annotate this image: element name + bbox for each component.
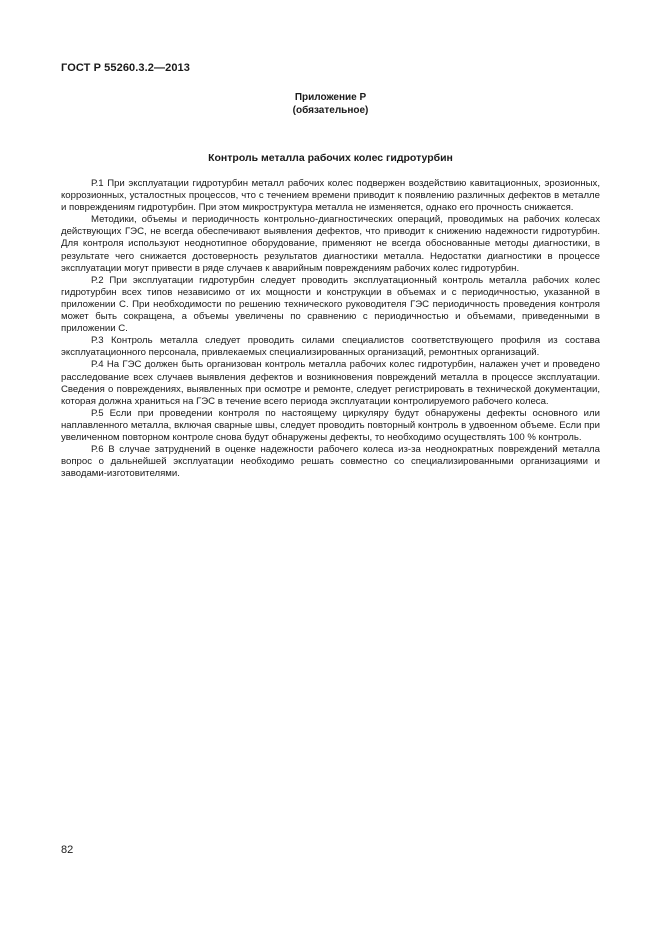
paragraph-p5: Р.5 Если при проведении контроля по настоящему циркуляру будут обнаружены дефекты основного или наплавленного металла, включая сварные швы, следует проводить повторный контроль в удвоенном объеме. Если при увеличенном повторном контроле снова будут обнаружены дефекты, то необходимо осуществлять 100 % контроль. — [61, 407, 600, 443]
paragraph-p4: Р.4 На ГЭС должен быть организован контроль металла рабочих колес гидротурбин, налажен учет и проведено расследование всех случаев выявления дефектов и возникновения повреждений металла в процессе эксплуатации. Сведения о повреждениях, выявленных при осмотре и ремонте, следует регистрировать в технической документации, которая должна храниться на ГЭС в течение всего периода эксплуатации контролируемого рабочего колеса. — [61, 359, 600, 407]
appendix-title: Приложение Р — [294, 92, 367, 103]
document-header: ГОСТ Р 55260.3.2—2013 — [61, 62, 190, 74]
page-number: 82 — [61, 844, 74, 856]
paragraph-p3: Р.3 Контроль металла следует проводить силами специалистов соответствующего профиля из состава эксплуатационного персонала, привлекаемых специализированных организаций, ремонтных организаций. — [61, 335, 600, 359]
body-text — [61, 178, 600, 480]
section-title: Контроль металла рабочих колес гидротурбин — [208, 152, 453, 164]
appendix-heading — [0, 91, 661, 117]
paragraph-p2: Р.2 При эксплуатации гидротурбин следует проводить эксплуатационный контроль металла рабочих колес гидротурбин всех типов независимо от их мощности и конструкции в объемах и с периодичностью, указанной в приложении С. При необходимости по решению технического руководителя ГЭС периодичность проведения контроля может быть сокращена, а объемы увеличены по сравнению с периодичностью и объемами, приведенными в приложении С. — [61, 274, 600, 335]
paragraph-methods: Методики, объемы и периодичность контрольно-диагностических операций, проводимых на рабочих колесах действующих ГЭС, не всегда обеспечивают выявления дефектов, что приводит к снижению надежности гидротурбин. Для контроля используют неоднотипное оборудование, применяют не всегда обоснованные методы диагностики, в результате чего снижается достоверность результатов диагностики металла. Недостатки диагностики в процессе эксплуатации могут привести в ряде случаев к аварийным повреждениям рабочих колес гидротурбин. — [61, 214, 600, 274]
appendix-status: (обязательное) — [292, 105, 369, 116]
paragraph-p6: Р.6 В случае затруднений в оценке надежности рабочего колеса из-за неоднократных повреждений металла вопрос о дальнейшей эксплуатации необходимо решать совместно со специализированными организациями и заводами-изготовителями. — [61, 444, 600, 480]
paragraph-p1: Р.1 При эксплуатации гидротурбин металл рабочих колес подвержен воздействию кавитационных, эрозионных, коррозионных, усталостных процессов, что с течением времени приводит к появлению различных дефектов в металле и повреждениям гидротурбин. При этом микроструктура металла не изменяется, однако его прочность снижается. — [61, 178, 600, 214]
